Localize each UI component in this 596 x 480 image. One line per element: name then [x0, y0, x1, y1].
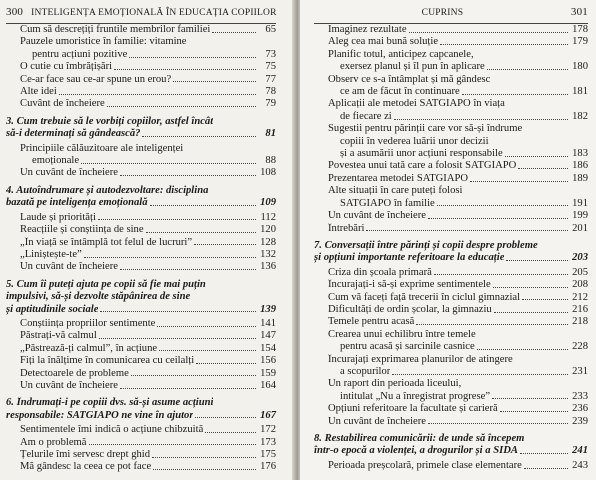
entry-title: Păstrați-vă calmul — [20, 330, 97, 342]
dot-leader — [522, 299, 568, 300]
toc-entry — [6, 380, 276, 392]
entry-page-number: 186 — [572, 160, 588, 172]
toc-entry — [314, 123, 588, 135]
chapter-heading — [6, 291, 276, 303]
dot-leader — [150, 205, 256, 206]
entry-page-number: 108 — [260, 167, 276, 179]
dot-leader — [107, 106, 256, 107]
toc-entry — [6, 261, 276, 273]
dot-leader — [366, 230, 568, 231]
entry-title: 5. Cum îi puteți ajuta pe copii să fie mai puțin — [6, 278, 206, 290]
entry-title: Aplicații ale metodei SATGIAPO în viața — [328, 98, 505, 110]
toc-entry — [314, 329, 588, 341]
dot-leader — [520, 453, 568, 454]
dot-leader — [153, 469, 256, 470]
dot-leader — [392, 374, 568, 375]
entry-title: 3. Cum trebuie să le vorbiți copiilor, astfel încât — [6, 115, 214, 127]
toc-entry — [314, 416, 588, 428]
toc-entry — [314, 391, 588, 403]
toc-entry — [314, 292, 588, 304]
toc-entry — [314, 136, 588, 148]
dot-leader — [89, 444, 257, 445]
entry-page-number: 241 — [572, 445, 588, 457]
entry-page-number: 167 — [260, 409, 276, 421]
chapter-heading — [6, 185, 276, 197]
dot-leader — [428, 423, 568, 424]
dot-leader — [494, 312, 568, 313]
entry-page-number: 205 — [572, 266, 588, 278]
entry-title: Dificultăți de ordin școlar, la gimnaziu — [328, 303, 492, 315]
entry-page-number: 139 — [260, 303, 276, 315]
entry-title: Un cuvânt de încheiere — [328, 415, 426, 427]
toc-entry — [6, 224, 276, 236]
dot-leader — [157, 326, 256, 327]
dot-leader — [114, 69, 256, 70]
toc-entry — [314, 279, 588, 291]
toc-entry — [6, 424, 276, 436]
toc-entry — [6, 86, 276, 98]
dot-leader — [524, 468, 568, 469]
right-page — [300, 0, 596, 480]
entry-page-number: 189 — [572, 172, 588, 184]
entry-page-number: 212 — [572, 291, 588, 303]
entry-page-number: 109 — [260, 197, 276, 209]
entry-page-number: 181 — [572, 86, 588, 98]
entry-page-number: 173 — [260, 436, 276, 448]
toc-entry — [314, 210, 588, 222]
entry-page-number: 156 — [260, 355, 276, 367]
entry-page-number: 79 — [265, 98, 276, 110]
page-number: 300 — [6, 6, 24, 18]
entry-title: 4. Autoîndrumare și autodezvoltare: disciplina — [6, 184, 209, 196]
dot-leader — [59, 94, 256, 95]
entry-title: 8. Restabilirea comunicării: de unde să începem — [314, 433, 525, 444]
toc-entry — [6, 212, 276, 224]
entry-title: Criza din școala primară — [328, 266, 432, 278]
toc-entry — [314, 24, 588, 36]
entry-title: Alte situații în care puteți folosi — [328, 185, 463, 197]
toc-entry — [314, 267, 588, 279]
toc-entry — [6, 155, 276, 167]
entry-title: 7. Conversații între părinți și copii despre probleme — [314, 239, 538, 251]
entry-title: Conștiința propriilor sentimente — [20, 317, 156, 329]
entry-title: Întrebări — [328, 222, 365, 234]
dot-leader — [99, 338, 256, 339]
entry-page-number: 183 — [572, 148, 588, 160]
dot-leader — [205, 432, 256, 433]
entry-page-number: 81 — [265, 128, 276, 140]
entry-title: Crearea unui echilibru între temele — [328, 328, 476, 340]
toc-entry — [314, 49, 588, 61]
entry-page-number: 191 — [572, 197, 588, 209]
entry-page-number: 154 — [260, 342, 276, 354]
toc-entry — [314, 223, 588, 235]
dot-leader — [506, 260, 568, 261]
entry-title: copiii în vederea luării unor decizii — [340, 135, 489, 147]
entry-title: impulsivi, să-și dezvolte stăpânirea de sine — [6, 291, 191, 303]
chapter-heading — [314, 252, 588, 264]
dot-leader — [493, 287, 568, 288]
entry-title: emoționale — [32, 155, 80, 167]
entry-title: 6. Îndrumați-i pe copiii dvs. să-și asume acțiuni — [6, 397, 214, 409]
entry-page-number: 88 — [265, 155, 276, 167]
entry-title: Pauzele umoristice în familie: vitamine — [20, 36, 187, 48]
toc-entry — [6, 49, 276, 61]
toc-entry — [6, 24, 276, 36]
entry-title: Detectoarele de probleme — [20, 367, 129, 379]
dot-leader — [195, 417, 256, 418]
entry-title: și opțiuni importante referitoare la educație — [314, 252, 505, 264]
chapter-heading — [6, 197, 276, 209]
entry-title: Prezentarea metodei SATGIAPO — [328, 172, 469, 184]
entry-page-number: 236 — [572, 403, 588, 415]
entry-page-number: 78 — [265, 86, 276, 98]
entry-title: exersez planul și îl pun în aplicare — [340, 61, 485, 73]
entry-title: Cum vă faceți față trecerii în ciclul gimnazial — [328, 291, 521, 303]
toc-list — [6, 24, 276, 474]
toc-entry — [6, 167, 276, 179]
entry-title: Sentimentele îmi indică o acțiune chibzuită — [20, 424, 204, 436]
page-number: 301 — [570, 6, 588, 18]
entry-page-number: 218 — [572, 316, 588, 328]
entry-page-number: 141 — [260, 317, 276, 329]
chapter-heading — [6, 116, 276, 128]
chapter-heading — [314, 240, 588, 252]
dot-leader — [428, 218, 568, 219]
dot-leader — [500, 411, 568, 412]
dot-leader — [84, 257, 256, 258]
toc-entry — [314, 366, 588, 378]
entry-title: Cum să descrețiți fruntile membrilor familiei — [20, 24, 211, 35]
entry-title: Opțiuni referitoare la facultate și carieră — [328, 403, 498, 415]
dot-leader — [120, 175, 256, 176]
entry-title: ce am de făcut în continuare — [340, 86, 460, 98]
dot-leader — [173, 81, 256, 82]
entry-page-number: 175 — [260, 449, 276, 460]
entry-title: Laude și priorități — [20, 211, 96, 223]
entry-page-number: 128 — [260, 236, 276, 248]
toc-entry — [6, 237, 276, 249]
toc-entry — [314, 160, 588, 172]
chapter-heading — [6, 128, 276, 140]
toc-entry — [6, 36, 276, 48]
left-page — [0, 0, 296, 480]
entry-page-number: 132 — [260, 248, 276, 260]
dot-leader — [492, 398, 568, 399]
dot-leader — [120, 388, 256, 389]
chapter-heading — [6, 410, 276, 422]
entry-title: Ce-ar face sau ce-ar spune un erou? — [20, 73, 172, 85]
entry-page-number: 231 — [572, 365, 588, 377]
entry-title: Perioada preșcolară, primele clase elementare — [328, 459, 522, 471]
toc-entry — [6, 437, 276, 449]
running-title: INTELIGENȚA EMOȚIONALĂ ÎN EDUCAȚIA COPIILOR — [31, 8, 277, 18]
entry-page-number: 199 — [572, 210, 588, 222]
toc-entry — [314, 341, 588, 353]
toc-entry — [314, 304, 588, 316]
entry-title: a scopurilor — [340, 365, 391, 377]
dot-leader — [100, 311, 256, 312]
chapter-heading — [314, 445, 588, 457]
toc-entry — [314, 354, 588, 366]
dot-leader — [212, 32, 256, 33]
dot-leader — [81, 163, 256, 164]
entry-title: Observ ce s-a întâmplat și mă gândesc — [328, 73, 491, 85]
entry-page-number: 159 — [260, 367, 276, 379]
entry-page-number: 180 — [572, 61, 588, 73]
entry-title: Mă gândesc la ceea ce pot face — [20, 461, 152, 473]
entry-title: Un cuvânt de încheiere — [20, 167, 118, 179]
entry-title: responsabile: SATGIAPO ne vine în ajutor — [6, 409, 194, 421]
dot-leader — [120, 269, 256, 270]
entry-title: și aptitudinile sociale — [6, 303, 99, 315]
entry-page-number: 228 — [572, 341, 588, 353]
entry-page-number: 172 — [260, 424, 276, 436]
toc-list — [314, 24, 588, 472]
entry-page-number: 178 — [572, 24, 588, 35]
toc-entry — [6, 330, 276, 342]
entry-page-number: 112 — [260, 211, 276, 223]
entry-page-number: 136 — [260, 261, 276, 273]
toc-entry — [314, 98, 588, 110]
entry-title: O cutie cu îmbrățișări — [20, 61, 113, 73]
entry-page-number: 216 — [572, 303, 588, 315]
toc-entry — [314, 173, 588, 185]
entry-title: Încurajați-i să-și exprime sentimentele — [328, 279, 491, 291]
chapter-heading — [6, 304, 276, 316]
dot-leader — [505, 156, 568, 157]
entry-title: Alte idei — [20, 86, 57, 98]
entry-page-number: 65 — [265, 24, 276, 35]
entry-page-number: 208 — [572, 279, 588, 291]
entry-title: Povestea unui tată care a folosit SATGIAPO — [328, 160, 517, 172]
entry-page-number: 176 — [260, 461, 276, 473]
dot-leader — [196, 363, 256, 364]
dot-leader — [142, 136, 256, 137]
entry-title: Încurajați exprimarea planurilor de atingere — [328, 353, 513, 365]
entry-title: Aleg cea mai bună soluție — [328, 36, 439, 48]
dot-leader — [518, 168, 568, 169]
toc-entry — [314, 36, 588, 48]
entry-page-number: 179 — [572, 36, 588, 48]
toc-entry — [6, 368, 276, 380]
toc-entry — [6, 74, 276, 86]
toc-entry — [6, 355, 276, 367]
toc-entry — [6, 318, 276, 330]
dot-leader — [194, 244, 256, 245]
dot-leader — [477, 349, 568, 350]
dot-leader — [409, 32, 568, 33]
dot-leader — [440, 44, 568, 45]
entry-title: Cuvânt de încheiere — [20, 98, 105, 110]
dot-leader — [146, 232, 256, 233]
entry-page-number: 147 — [260, 330, 276, 342]
entry-title: Un cuvânt de încheiere — [20, 379, 118, 391]
dot-leader — [152, 457, 256, 458]
entry-page-number: 75 — [265, 61, 276, 73]
entry-title: SATGIAPO în familie — [340, 197, 435, 209]
toc-entry — [6, 249, 276, 261]
entry-title: Un cuvânt de încheiere — [328, 210, 426, 222]
entry-title: pentru acasă și sarcinile casnice — [340, 341, 475, 353]
toc-entry — [6, 449, 276, 461]
dot-leader — [487, 69, 568, 70]
entry-title: Imaginez rezultate — [328, 24, 407, 35]
dot-leader — [98, 219, 256, 220]
entry-title: „Păstrează-ți calmul”, în acțiune — [20, 342, 158, 354]
chapter-heading — [6, 397, 276, 409]
chapter-heading — [6, 279, 276, 291]
entry-title: Sugestii pentru părinții care vor să-și îndrume — [328, 123, 523, 135]
entry-page-number: 164 — [260, 379, 276, 391]
dot-leader — [437, 205, 568, 206]
dot-leader — [129, 57, 256, 58]
entry-page-number: 77 — [265, 73, 276, 85]
entry-title: Temele pentru acasă — [328, 316, 415, 328]
entry-title: Reacțiile și conștiința de sine — [20, 224, 144, 236]
toc-entry — [314, 86, 588, 98]
entry-page-number: 182 — [572, 110, 588, 122]
running-title: CUPRINS — [421, 8, 464, 18]
entry-page-number: 233 — [572, 390, 588, 402]
entry-title: bazată pe inteligența emoțională — [6, 197, 148, 209]
entry-page-number: 203 — [572, 252, 588, 264]
entry-title: „Liniștește-te” — [20, 248, 82, 260]
dot-leader — [462, 94, 568, 95]
toc-entry — [314, 61, 588, 73]
toc-entry — [6, 461, 276, 473]
dot-leader — [159, 350, 256, 351]
dot-leader — [434, 274, 568, 275]
entry-title: intitulat „Nu a înregistrat progrese” — [340, 390, 491, 402]
toc-entry — [314, 378, 588, 390]
dot-leader — [416, 324, 568, 325]
entry-title: Principiile călăuzitoare ale inteligenței — [20, 142, 184, 154]
entry-page-number: 201 — [572, 222, 588, 234]
dot-leader — [131, 375, 256, 376]
entry-title: Un cuvânt de încheiere — [20, 261, 118, 273]
toc-entry — [314, 403, 588, 415]
toc-entry — [6, 343, 276, 355]
dot-leader — [394, 119, 568, 120]
entry-title: și a asumării unor acțiuni responsabile — [340, 148, 503, 160]
toc-entry — [314, 316, 588, 328]
entry-title: Fiți la înălțime în comunicarea cu ceilalți — [20, 355, 195, 367]
entry-title: de fiecare zi — [340, 110, 392, 122]
entry-title: Am o problemă — [20, 436, 87, 448]
entry-title: într-o epocă a violenței, a drogurilor și a SIDA — [314, 445, 518, 457]
entry-page-number: 120 — [260, 224, 276, 236]
toc-entry — [314, 148, 588, 160]
toc-entry — [6, 143, 276, 155]
entry-title: Țelurile îmi servesc drept ghid — [20, 449, 151, 460]
entry-page-number: 239 — [572, 415, 588, 427]
toc-entry — [314, 185, 588, 197]
entry-page-number: 73 — [265, 48, 276, 60]
entry-title: „În viață se întâmplă tot felul de lucruri” — [20, 236, 193, 248]
toc-entry — [314, 198, 588, 210]
left-page-header — [6, 6, 276, 18]
chapter-heading — [314, 433, 588, 445]
entry-title: Planific totul, anticipez capcanele, — [328, 48, 474, 60]
entry-title: pentru acțiuni pozitive — [32, 48, 128, 60]
entry-title: Un raport din perioada liceului, — [328, 378, 462, 390]
entry-title: să-i determinați să gândească? — [6, 128, 141, 140]
entry-page-number: 243 — [572, 459, 588, 471]
toc-entry — [6, 98, 276, 110]
dot-leader — [470, 181, 568, 182]
toc-entry — [314, 111, 588, 123]
toc-entry — [314, 74, 588, 86]
toc-entry — [6, 61, 276, 73]
toc-entry — [314, 460, 588, 472]
right-page-header — [314, 6, 588, 18]
